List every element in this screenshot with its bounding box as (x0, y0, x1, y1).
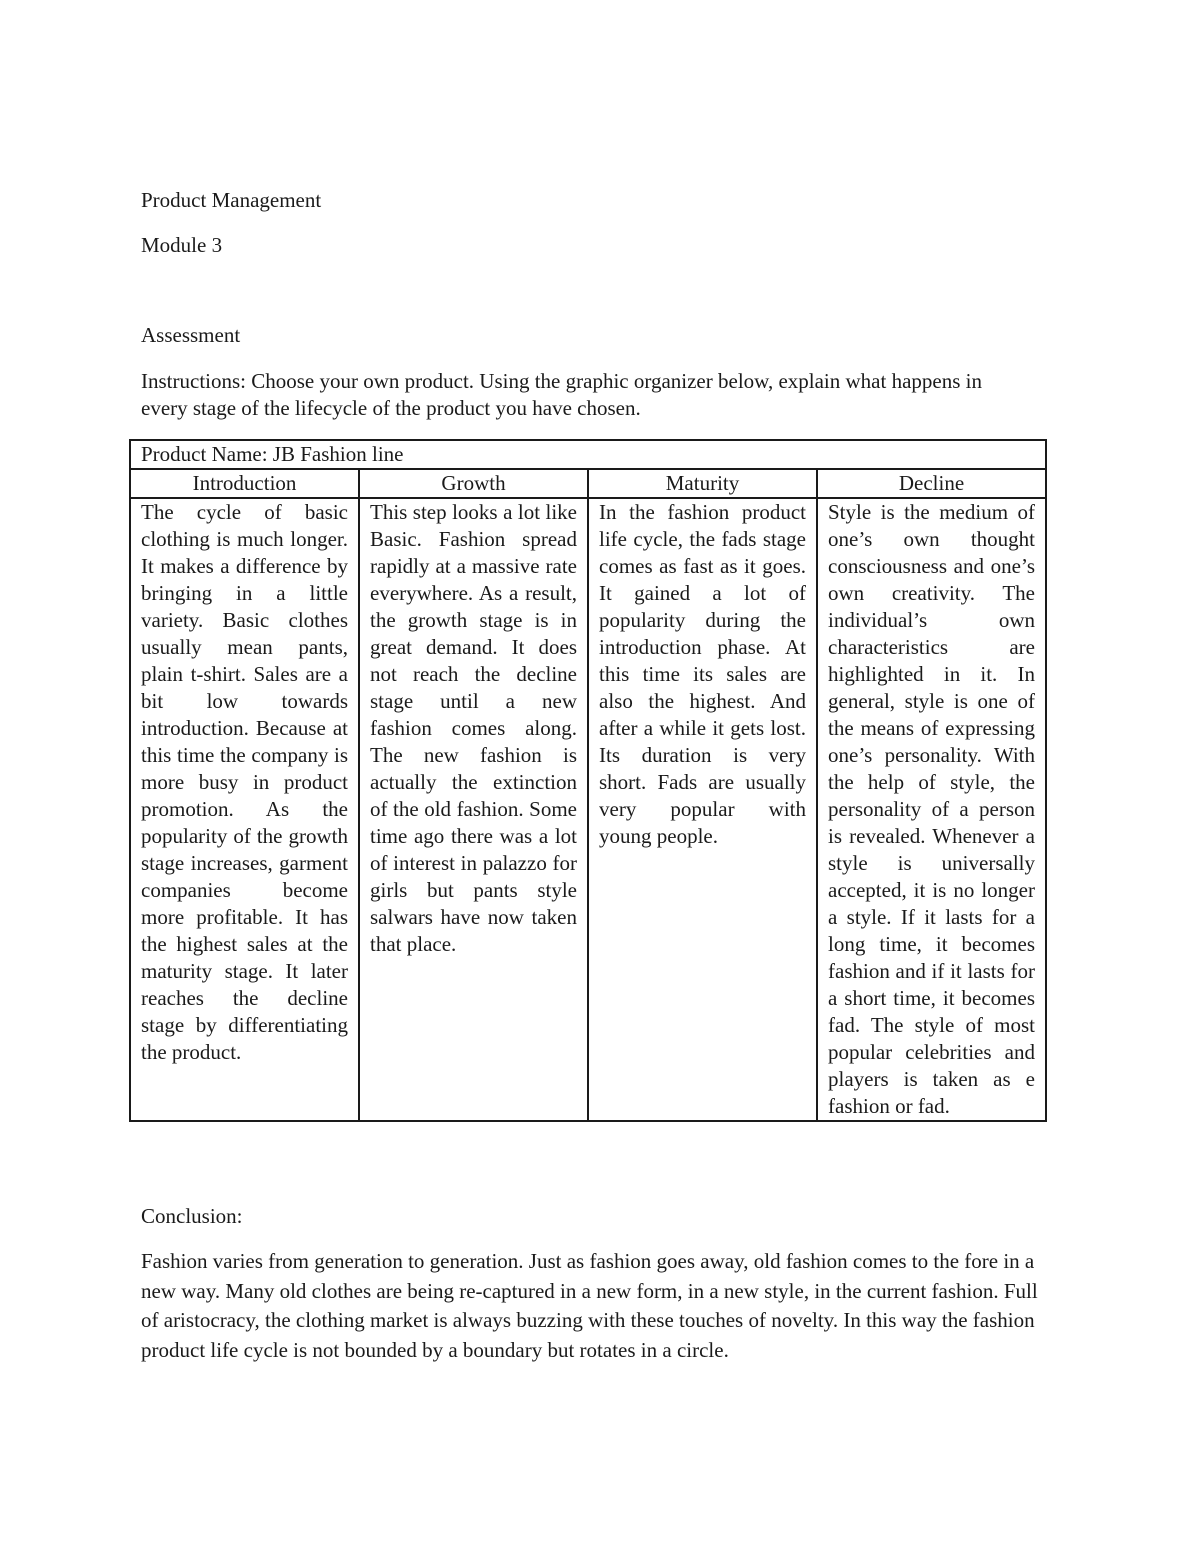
product-name-row (130, 440, 1046, 469)
stage-text-introduction: The cycle of basic clothing is much longer. It makes a difference by bringing in a little variety. Basic clothes usually mean pants, plain t-shirt. Sales are a bit low towards introduction. Because at this time the company is more busy in product promotion. As the popularity of the growth stage increases, garment companies become more profitable. It has the highest sales at the maturity stage. It later reaches the decline stage by differentiating the product. (130, 498, 359, 1121)
stage-text-maturity: In the fashion product life cycle, the fads stage comes as fast as it goes. It gained a lot of popularity during the introduction phase. At this time its sales are also the highest. And after a while it gets lost. Its duration is very short. Fads are usually very popular with young people. (588, 498, 817, 1121)
module-label: Module 3 (141, 233, 223, 257)
stage-text-decline: Style is the medium of one’s own thought consciousness and one’s own creativity. The individual’s own characteristics are highlighted in it. In general, style is one of the means of expressing one’s personality. With the help of style, the personality of a person is revealed. Whenever a style is universally accepted, it is no longer a style. If it lasts for a long time, it becomes fashion and if it lasts for a short time, it becomes fad. The style of most popular celebrities and players is taken as e fashion or fad. (817, 498, 1046, 1121)
conclusion-label: Conclusion: (141, 1204, 243, 1228)
stage-text-growth: This step looks a lot like Basic. Fashion spread rapidly at a massive rate everywhere. As a result, the growth stage is in great demand. It does not reach the decline stage until a new fashion comes along. The new fashion is actually the extinction of the old fashion. Some time ago there was a lot of interest in palazzo for girls but pants style salwars have now taken that place. (359, 498, 588, 1121)
stage-header-row (130, 469, 1046, 498)
stage-description-row (130, 498, 1046, 1121)
instructions-text: Instructions: Choose your own product. Using the graphic organizer below, explain what happens in every stage of the lifecycle of the product you have chosen. (141, 369, 982, 420)
stage-heading-maturity: Maturity (588, 469, 817, 498)
conclusion-text: Fashion varies from generation to generation. Just as fashion goes away, old fashion comes to the fore in a new way. Many old clothes are being re-captured in a new form, in a new style, in the current fashion. Full of aristocracy, the clothing market is always buzzing with these touches of novelty. In this way the fashion product life cycle is not bounded by a boundary but rotates in a circle. (141, 1249, 1038, 1362)
stage-heading-introduction: Introduction (130, 469, 359, 498)
product-name-cell: Product Name: JB Fashion line (130, 440, 1046, 469)
course-title: Product Management (141, 188, 322, 212)
stage-heading-decline: Decline (817, 469, 1046, 498)
stage-heading-growth: Growth (359, 469, 588, 498)
section-heading: Assessment (141, 323, 241, 347)
lifecycle-organizer-table (129, 439, 1047, 1122)
